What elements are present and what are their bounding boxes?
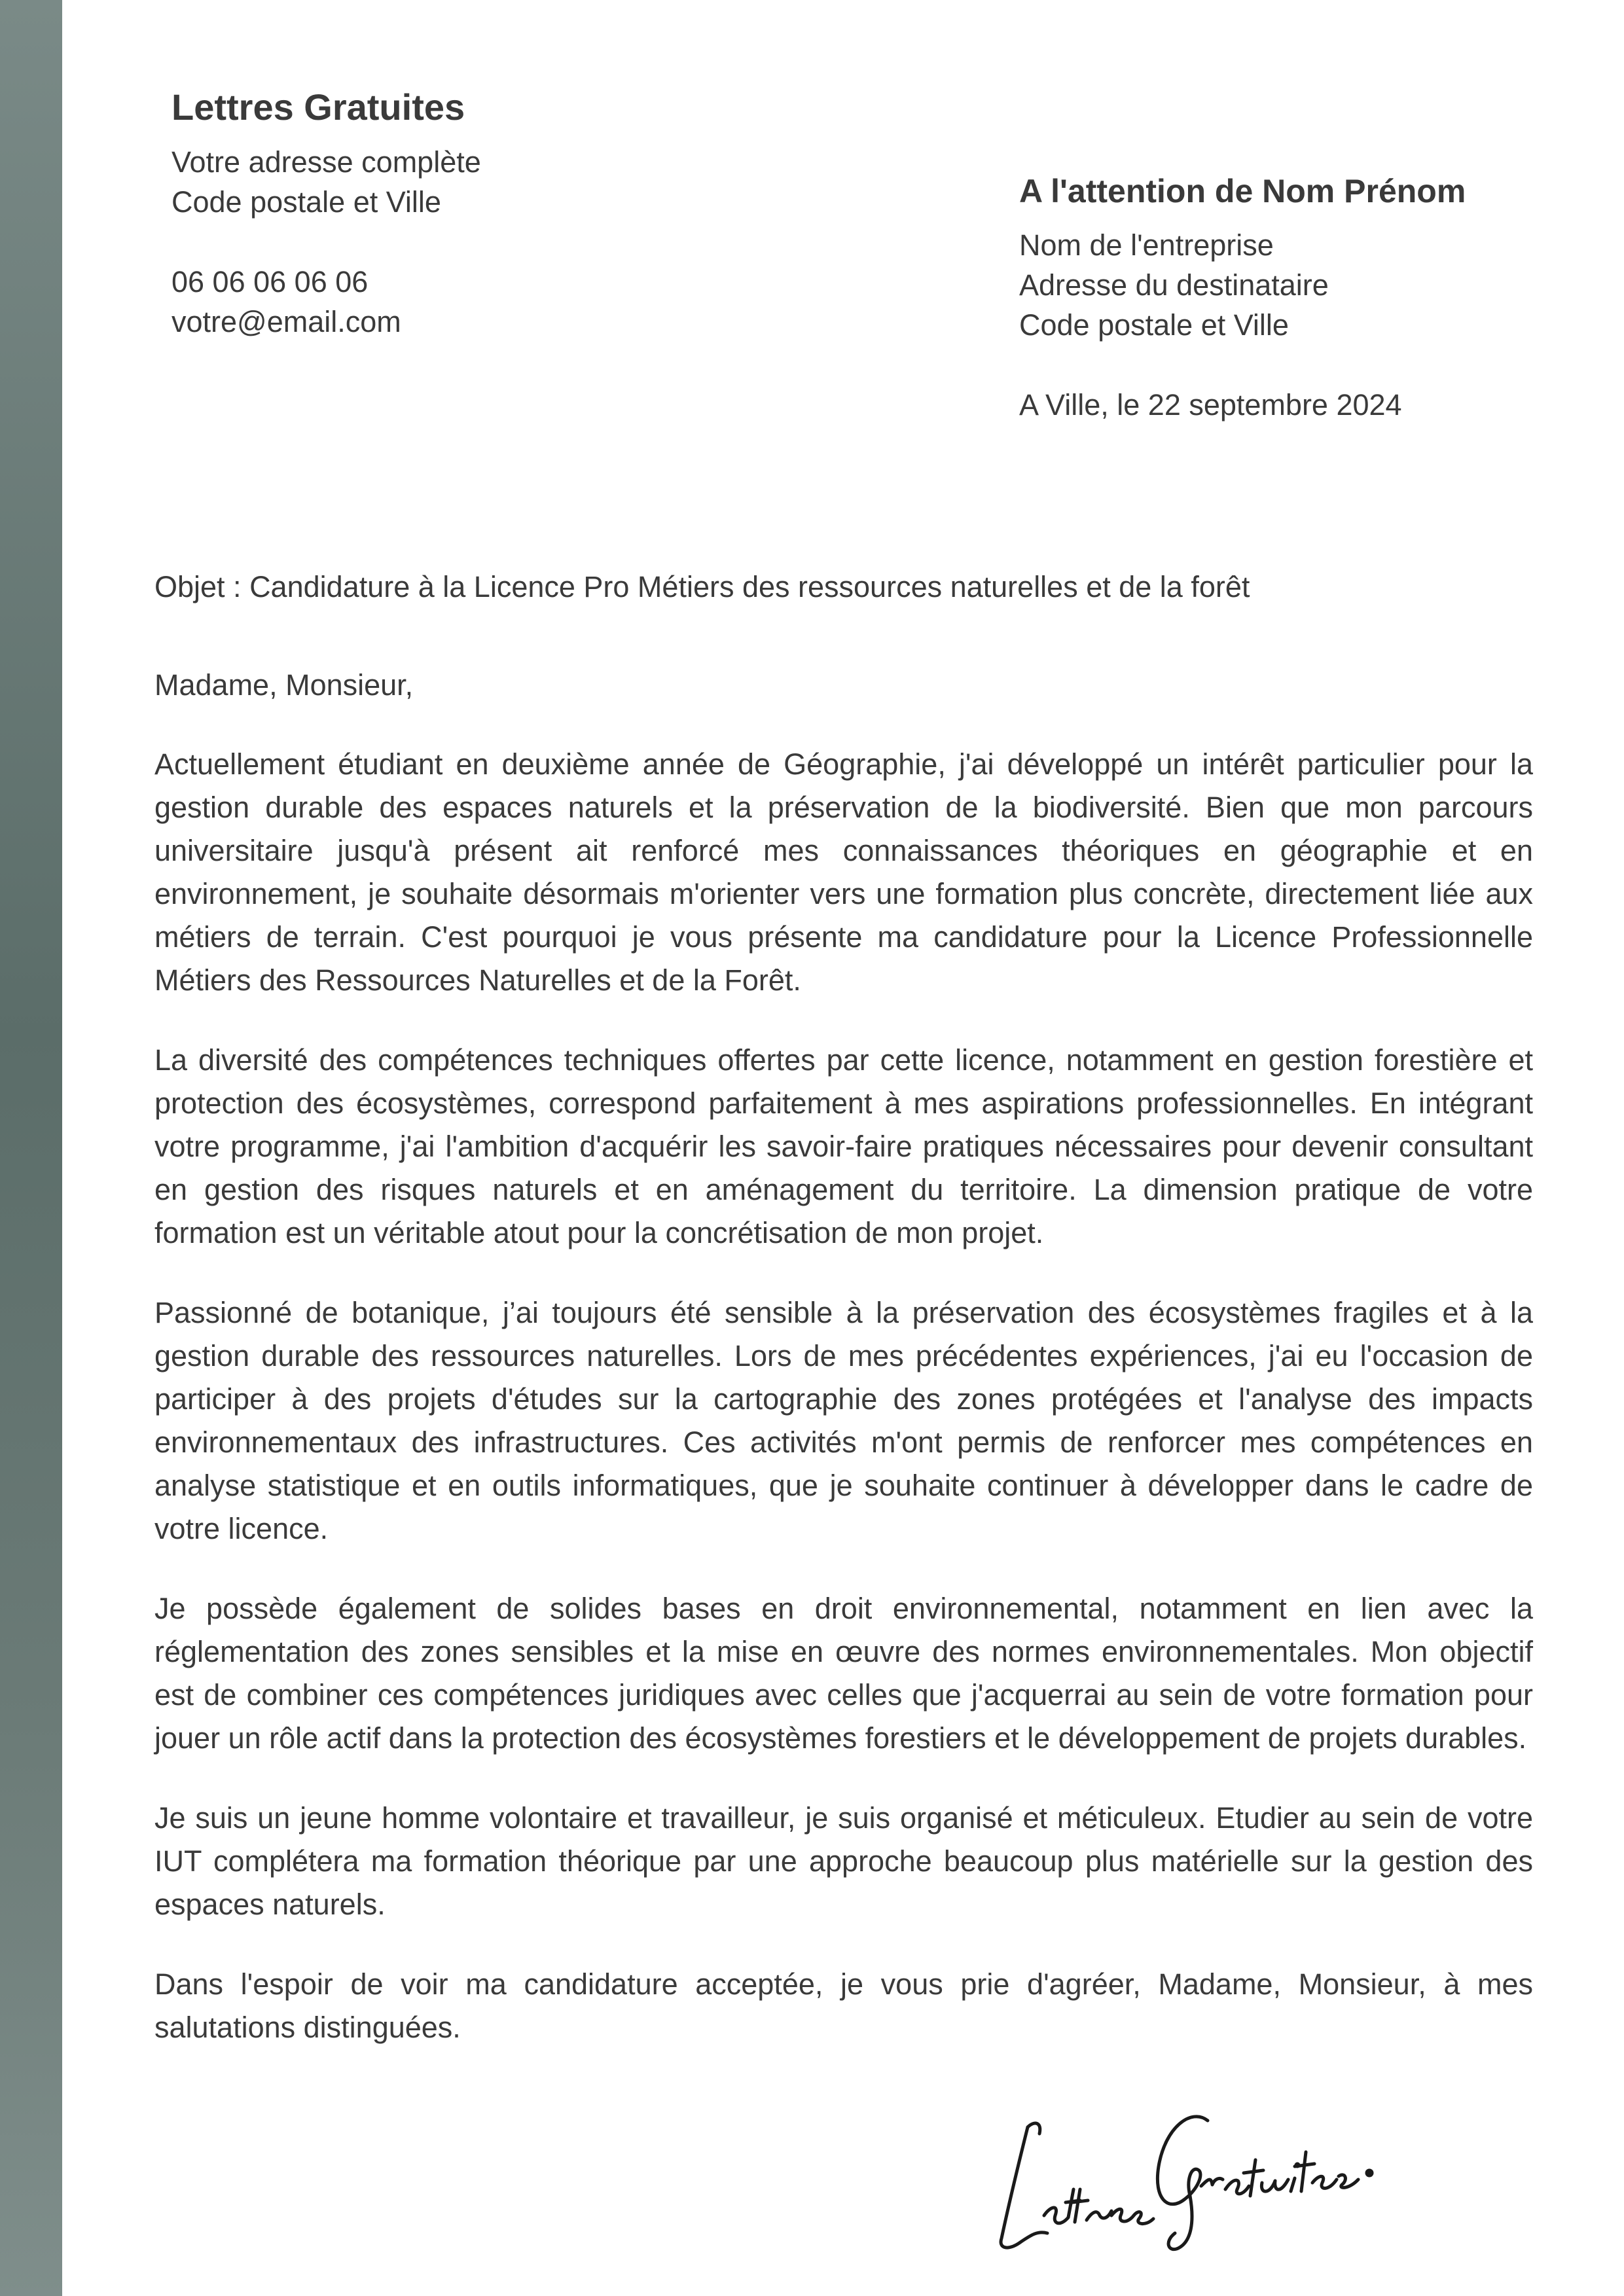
recipient-block <box>1019 171 1576 425</box>
recipient-city: Code postale et Ville <box>1019 308 1289 342</box>
paragraph: Je suis un jeune homme volontaire et travailleur, je suis organisé et méticuleux. Etudier au sein de votre IUT complétera ma formation théorique par une approche beaucoup plus matérielle sur la gestion des espaces naturels. <box>154 1801 1533 1921</box>
paragraph: Actuellement étudiant en deuxième année de Géographie, j'ai développé un intérêt particulier pour la gestion durable des espaces naturels et la préservation de la biodiversité. Bien que mon parcours universitaire jusqu'à présent ait renforcé mes connaissances théoriques en géographie et en environnement, je souhaite désormais m'orienter vers une formation plus concrète, directement liée aux métiers de terrain. C'est pourquoi je vous présente ma candidature pour la Licence Professionnelle Métiers des Ressources Naturelles et de la Forêt. <box>154 747 1533 997</box>
paragraph: Dans l'espoir de voir ma candidature acceptée, je vous prie d'agréer, Madame, Monsieur, à mes salutations distinguées. <box>154 1967 1533 2044</box>
recipient-address: Adresse du destinataire <box>1019 268 1329 302</box>
letter-body <box>154 743 1533 2086</box>
decorative-side-band <box>0 0 62 2296</box>
recipient-attention: A l'attention de Nom Prénom <box>1019 173 1466 209</box>
paragraph: Je possède également de solides bases en droit environnemental, notamment en lien avec la réglementation des zones sensibles et la mise en œuvre des normes environnementales. Mon objectif est de combiner ces compétences juridiques avec celles que j'acquerrai au sein de votre formation pour jouer un rôle actif dans la protection des écosystèmes forestiers et le développement de projets durables. <box>154 1592 1533 1755</box>
sender-address: Votre adresse complète <box>171 145 481 179</box>
paragraph: Passionné de botanique, j’ai toujours été sensible à la préservation des écosystèmes fragiles et à la gestion durable des ressources naturelles. Lors de mes précédentes expériences, j'ai eu l'occasion de participer à des projets d'études sur la cartographie des zones protégées et l'analyse des impacts environnementaux des infrastructures. Ces activités m'ont permis de renforcer mes compétences en analyse statistique et en outils informatiques, que je souhaite continuer à développer dans le cadre de votre licence. <box>154 1296 1533 1545</box>
sender-block <box>171 85 761 342</box>
sender-city: Code postale et Ville <box>171 185 441 219</box>
paragraph: La diversité des compétences techniques offertes par cette licence, notamment en gestion forestière et protection des écosystèmes, correspond parfaitement à mes aspirations professionnelles. En intégrant votre programme, j'ai l'ambition d'acquérir les savoir-faire pratiques nécessaires pour devenir consultant en gestion des risques naturels et en aménagement du territoire. La dimension pratique de votre formation est un véritable atout pour la concrétisation de mon projet. <box>154 1043 1533 1249</box>
sender-email: votre@email.com <box>171 305 401 339</box>
recipient-company: Nom de l'entreprise <box>1019 228 1274 262</box>
sender-phone: 06 06 06 06 06 <box>171 265 369 299</box>
letter-date: A Ville, le 22 septembre 2024 <box>1019 388 1402 422</box>
letter-subject: Objet : Candidature à la Licence Pro Métiers des ressources naturelles et de la forêt <box>154 570 1250 603</box>
sender-name: Lettres Gratuites <box>171 86 465 128</box>
letter-salutation: Madame, Monsieur, <box>154 668 414 702</box>
handwritten-signature <box>982 2081 1375 2258</box>
